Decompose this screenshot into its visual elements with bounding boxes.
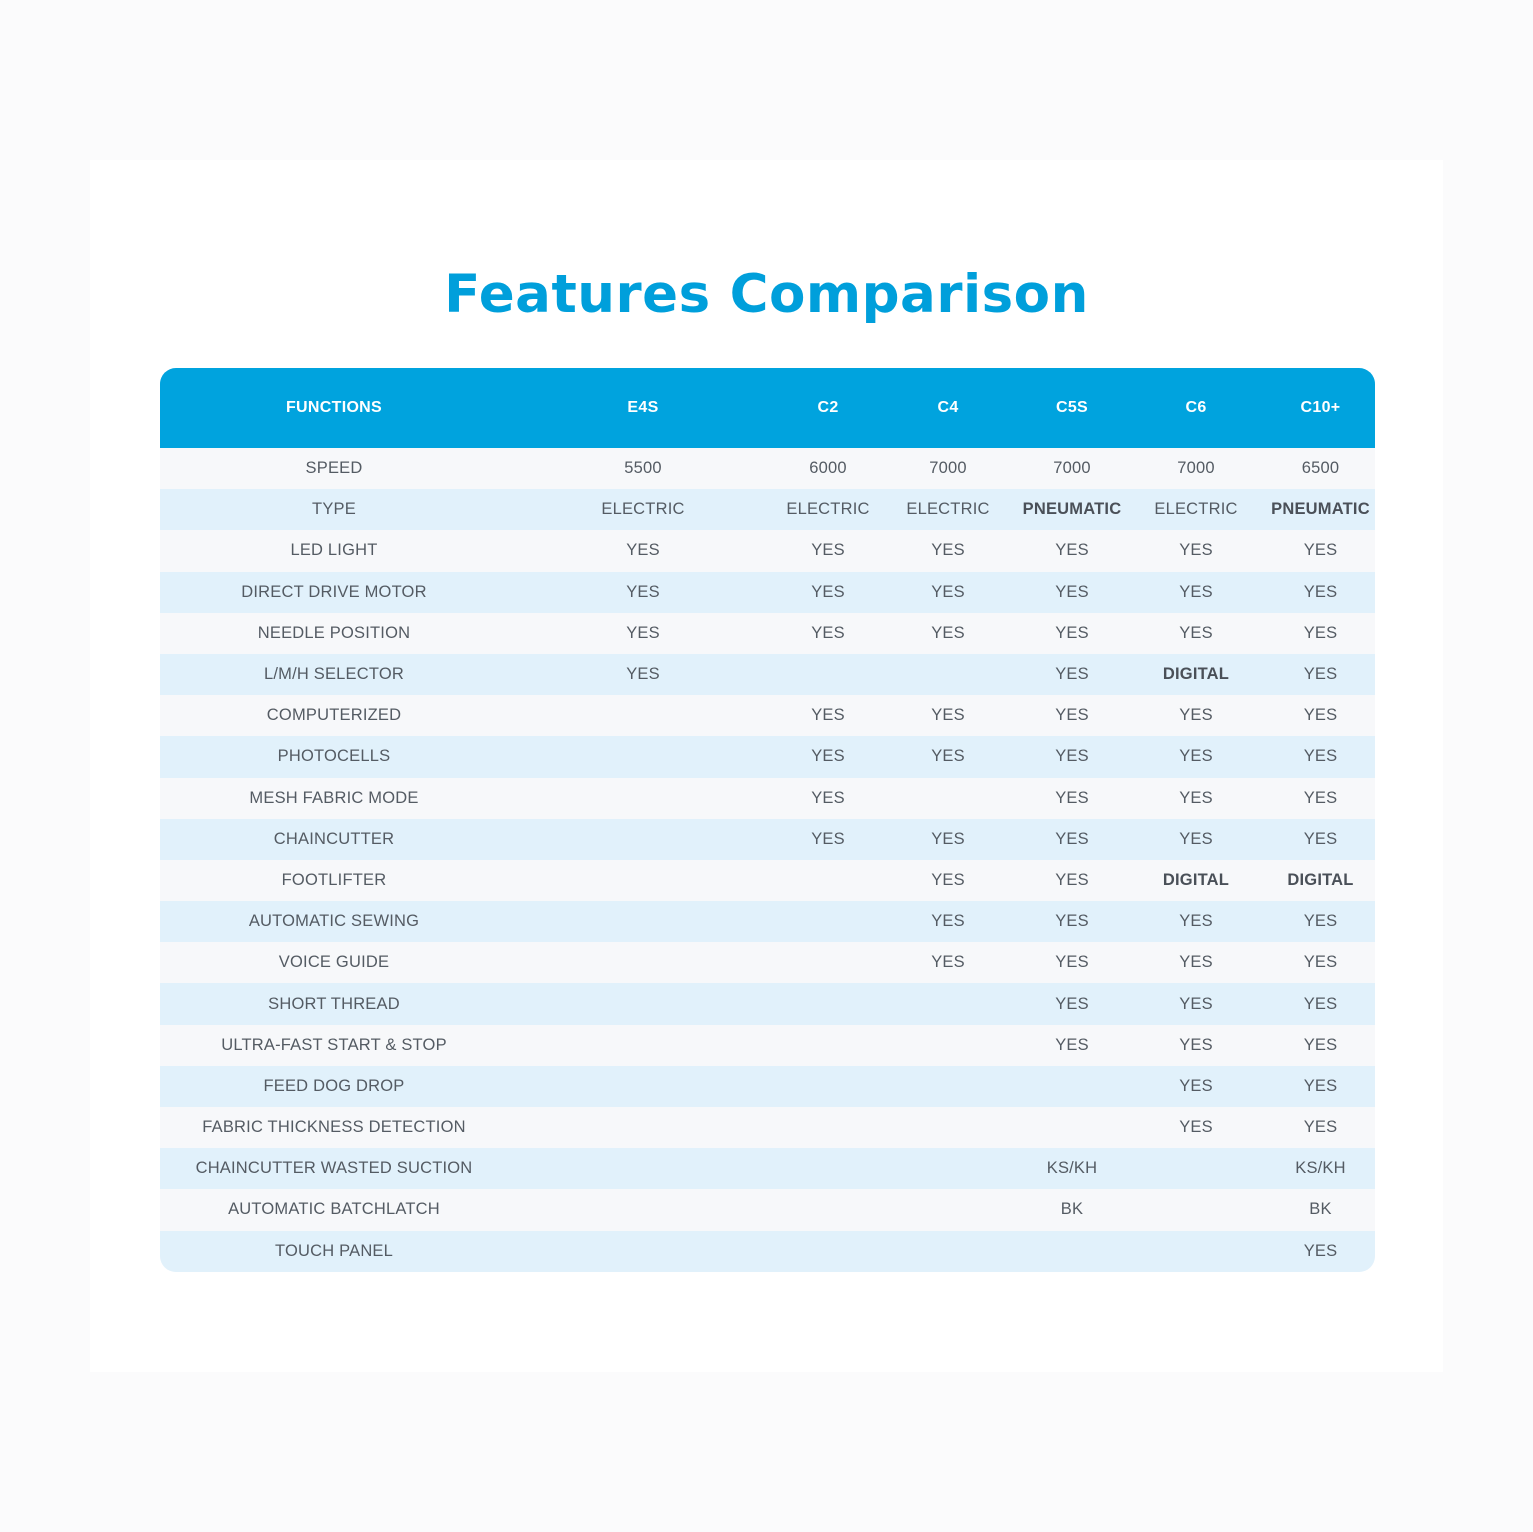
model-value-cell [878,1107,1018,1148]
model-value-cell: YES [1055,1035,1089,1054]
model-value-cell: YES [931,747,965,766]
model-value-cell: YES [1303,582,1338,601]
table-body [160,448,1375,1272]
model-value-cell: YES [1055,541,1089,560]
model-value-cell: YES [1179,953,1213,972]
model-value-cell: YES [811,623,845,642]
table-row [160,1231,1375,1272]
model-value-cell: ELECTRIC [1154,500,1238,519]
header-model-c5s: C5S [1055,399,1089,416]
model-value-cell: YES [1303,829,1338,848]
model-value-cell: YES [931,912,965,931]
model-value-cell: YES [1303,953,1338,972]
model-value-cell: KS/KH [1295,1159,1346,1178]
function-label: SPEED [305,459,363,478]
table-header [160,368,1375,448]
model-value-cell: YES [811,829,845,848]
header-model-e4s: E4S [627,399,659,416]
model-value-cell [778,983,878,1024]
model-value-cell: YES [1303,1241,1338,1260]
model-value-cell [508,695,778,736]
model-value-cell: DIGITAL [1162,870,1230,889]
function-label: TYPE [312,500,356,519]
model-value-cell [508,1107,778,1148]
function-label: AUTOMATIC BATCHLATCH [228,1200,440,1219]
page-title: Features Comparison [444,264,1089,325]
model-value-cell [508,1066,778,1107]
function-label: DIRECT DRIVE MOTOR [241,582,427,601]
model-value-cell: YES [1055,870,1089,889]
model-value-cell: YES [931,623,965,642]
table-row [160,901,1375,942]
model-value-cell: YES [626,582,660,601]
model-value-cell: YES [1179,1118,1213,1137]
model-value-cell: ELECTRIC [786,500,870,519]
model-value-cell: YES [811,788,845,807]
model-value-cell: YES [1303,541,1338,560]
model-value-cell: YES [1179,1076,1213,1095]
model-value-cell: ELECTRIC [906,500,990,519]
model-value-cell: YES [1179,994,1213,1013]
model-value-cell [508,1148,778,1189]
model-value-cell [878,1066,1018,1107]
model-value-cell: YES [1303,1118,1338,1137]
model-value-cell: 7000 [1177,459,1215,478]
model-value-cell: PNEUMATIC [1022,500,1122,519]
table-row [160,1189,1375,1230]
table-row [160,613,1375,654]
model-value-cell: 6500 [1301,459,1340,478]
model-value-cell: YES [1179,1035,1213,1054]
header-functions: FUNCTIONS [285,399,383,416]
model-value-cell: YES [811,706,845,725]
model-value-cell: YES [1179,706,1213,725]
model-value-cell: YES [626,665,660,684]
model-value-cell: YES [1179,829,1213,848]
table-row [160,1066,1375,1107]
model-value-cell [508,901,778,942]
model-value-cell [1018,1231,1126,1272]
model-value-cell [778,1189,878,1230]
function-label: NEEDLE POSITION [257,623,411,642]
model-value-cell: YES [1055,994,1089,1013]
model-value-cell: YES [1055,665,1089,684]
model-value-cell [508,819,778,860]
model-value-cell: YES [1055,623,1089,642]
model-value-cell: YES [626,623,660,642]
model-value-cell [1126,1231,1266,1272]
model-value-cell: BK [1060,1200,1084,1219]
model-value-cell: YES [811,541,845,560]
table-row [160,819,1375,860]
function-label: FEED DOG DROP [263,1076,405,1095]
function-label: TOUCH PANEL [274,1241,394,1260]
model-value-cell [508,1189,778,1230]
model-value-cell: YES [811,747,845,766]
table-row [160,654,1375,695]
model-value-cell [778,654,878,695]
header-model-c2: C2 [817,399,839,416]
model-value-cell [778,1107,878,1148]
function-label: CHAINCUTTER WASTED SUCTION [195,1159,473,1178]
comparison-table-container [160,368,1375,1272]
comparison-table [160,368,1375,1272]
function-label: PHOTOCELLS [277,747,391,766]
model-value-cell [508,942,778,983]
model-value-cell: YES [1179,912,1213,931]
model-value-cell [508,778,778,819]
function-label: L/M/H SELECTOR [263,665,405,684]
model-value-cell: 7000 [929,459,967,478]
model-value-cell [878,1025,1018,1066]
model-value-cell: 7000 [1053,459,1091,478]
model-value-cell [1126,1148,1266,1189]
function-label: ULTRA-FAST START & STOP [221,1035,447,1054]
model-value-cell [778,901,878,942]
model-value-cell: YES [931,953,965,972]
model-value-cell: BK [1309,1200,1332,1219]
model-value-cell: DIGITAL [1162,665,1230,684]
model-value-cell [778,860,878,901]
model-value-cell [778,1231,878,1272]
table-row [160,778,1375,819]
model-value-cell: YES [1179,747,1213,766]
table-row [160,1107,1375,1148]
table-row [160,942,1375,983]
model-value-cell: YES [1303,1035,1338,1054]
model-value-cell [878,1231,1018,1272]
model-value-cell [508,860,778,901]
model-value-cell: YES [1303,788,1338,807]
model-value-cell [1018,1066,1126,1107]
model-value-cell: YES [1055,829,1089,848]
model-value-cell [1018,1107,1126,1148]
function-label: COMPUTERIZED [266,706,402,725]
model-value-cell: YES [1303,1076,1338,1095]
function-label: FOOTLIFTER [281,870,387,889]
model-value-cell [508,983,778,1024]
table-row [160,736,1375,777]
model-value-cell [778,942,878,983]
model-value-cell: 5500 [624,459,662,478]
table-row [160,695,1375,736]
table-row [160,572,1375,613]
table-row [160,448,1375,489]
model-value-cell: YES [1303,747,1338,766]
function-label: MESH FABRIC MODE [249,788,419,807]
model-value-cell: YES [1055,747,1089,766]
function-label: VOICE GUIDE [278,953,390,972]
model-value-cell: 6000 [809,459,847,478]
header-model-c6: C6 [1185,399,1207,416]
model-value-cell: YES [626,541,660,560]
header-model-c10plus: C10+ [1300,399,1341,416]
model-value-cell: YES [1055,953,1089,972]
model-value-cell: ELECTRIC [601,500,685,519]
model-value-cell: YES [931,541,965,560]
model-value-cell [778,1025,878,1066]
function-label: FABRIC THICKNESS DETECTION [202,1118,466,1137]
function-label: AUTOMATIC SEWING [248,912,420,931]
model-value-cell: DIGITAL [1287,870,1354,889]
model-value-cell: YES [1055,912,1089,931]
model-value-cell: PNEUMATIC [1271,500,1370,519]
model-value-cell: YES [1179,623,1213,642]
table-row [160,1148,1375,1189]
model-value-cell [508,1231,778,1272]
model-value-cell [878,1189,1018,1230]
model-value-cell: YES [1179,582,1213,601]
table-row [160,983,1375,1024]
model-value-cell [508,736,778,777]
model-value-cell: YES [811,582,845,601]
model-value-cell: YES [1303,994,1338,1013]
header-model-c4: C4 [937,399,959,416]
model-value-cell: YES [1055,582,1089,601]
model-value-cell [778,1066,878,1107]
model-value-cell: YES [1303,706,1338,725]
model-value-cell [878,654,1018,695]
model-value-cell: YES [931,829,965,848]
model-value-cell: YES [1055,706,1089,725]
model-value-cell: YES [931,582,965,601]
model-value-cell: YES [1055,788,1089,807]
function-label: CHAINCUTTER [273,829,395,848]
table-row [160,489,1375,530]
model-value-cell: YES [931,870,965,889]
model-value-cell: YES [1303,665,1338,684]
model-value-cell [1126,1189,1266,1230]
model-value-cell [778,1148,878,1189]
function-label: SHORT THREAD [268,994,400,1013]
table-row [160,860,1375,901]
model-value-cell: YES [1303,912,1338,931]
table-row [160,530,1375,571]
model-value-cell [878,983,1018,1024]
model-value-cell: KS/KH [1046,1159,1098,1178]
model-value-cell: YES [1303,623,1338,642]
function-label: LED LIGHT [290,541,378,560]
model-value-cell: YES [1179,541,1213,560]
model-value-cell [878,1148,1018,1189]
header-row [160,368,1375,448]
table-row [160,1025,1375,1066]
model-value-cell [508,1025,778,1066]
model-value-cell: YES [1179,788,1213,807]
model-value-cell [878,778,1018,819]
model-value-cell: YES [931,706,965,725]
